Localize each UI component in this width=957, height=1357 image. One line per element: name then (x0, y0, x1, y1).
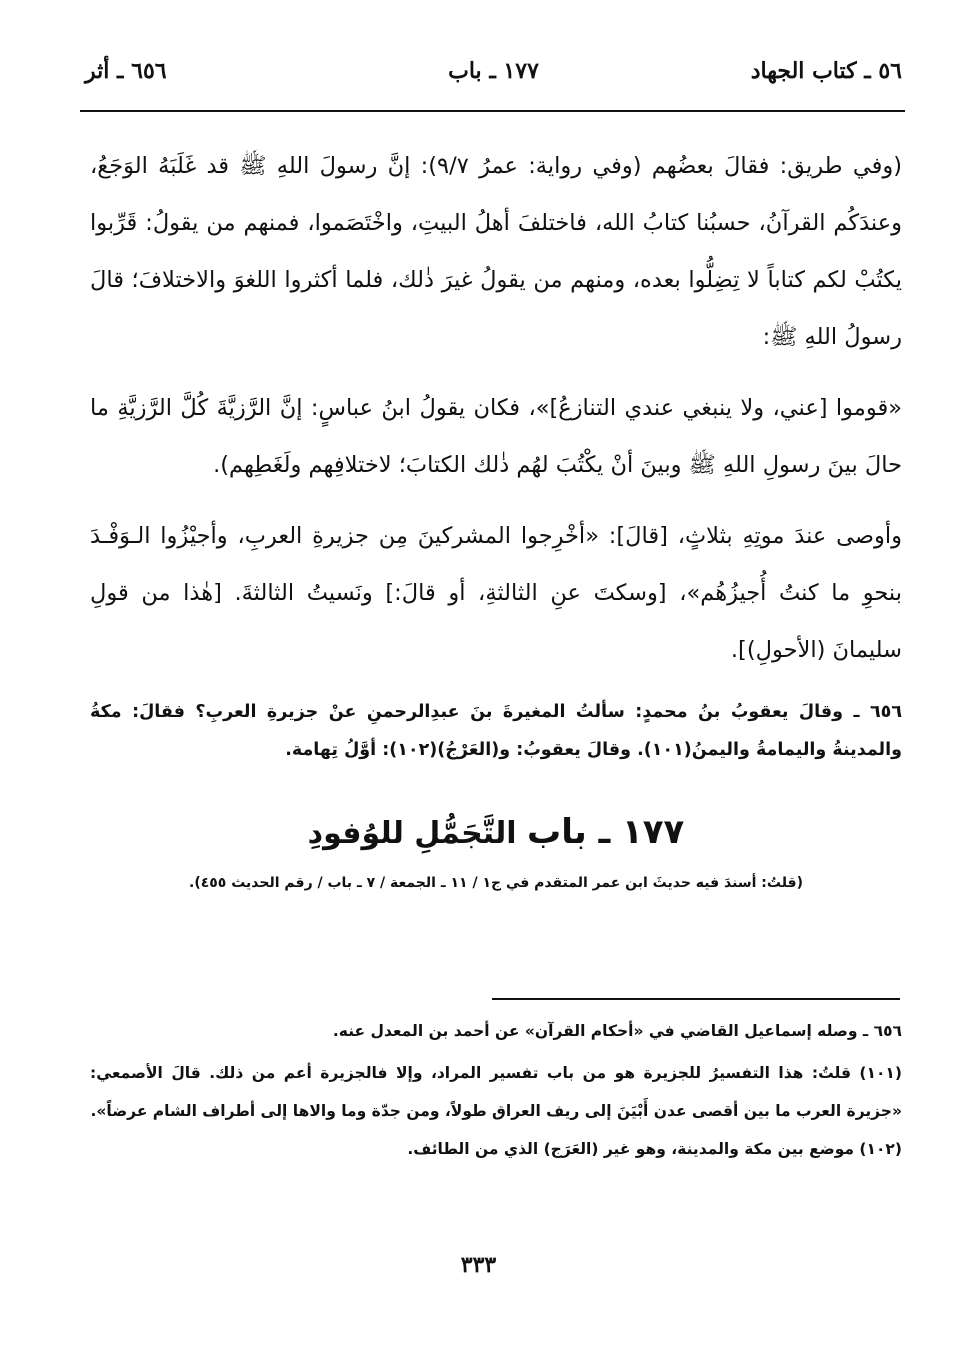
running-header (85, 58, 902, 98)
footnote-rule (492, 998, 900, 1000)
paragraph: «قوموا [عني، ولا ينبغي عندي التنازعُ]»، فكان يقولُ ابنُ عباسٍ: إنَّ الرَّزيَّةَ كُلَّ الرَّزيَّةِ ما حالَ بينَ رسولِ اللهِ ﷺ وبينَ أنْ يكْتُبَ لهُم ذٰلك الكتابَ؛ لاختلافِهم ولَغَطِهم). (90, 395, 902, 478)
chapter-number: ١٧٧ ـ باب (527, 812, 685, 852)
paragraph: وأوصى عندَ موتِهِ بثلاثٍ، [قالَ]: «أخْرِجوا المشركينَ مِن جزيرةِ العربِ، وأجيْزُوا الـوَفْـدَ بنحوِ ما كنتُ أُجيزُهُم»، [وسكتَ عنِ الثالثةِ، أو قالَ:] ونَسيتُ الثالثةَ. [هٰذا من قولِ سليمانَ (الأحولِ)]. (90, 523, 902, 663)
footnotes (90, 1012, 902, 1168)
page-number: ٣٣٣ (460, 1252, 497, 1278)
athar-656-narration: ٦٥٦ ـ وقالَ يعقوبُ بنُ محمدٍ: سألتُ المغيرةَ بنَ عبدِالرحمنِ عنْ جزيرةِ العربِ؟ فقالَ: مكةُ والمدينةُ واليمامةُ واليمنُ(١٠١). وقالَ يعقوبُ: و(العَرْجُ)(١٠٢): أوَّلُ تِهامة. (90, 702, 902, 760)
footnote: (١٠١) قلتُ: هذا التفسيرُ للجزيرة هو من باب تفسير المراد، وإلا فالجزيرة أعم من ذلك. قالَ الأصمعي: «جزيرة العرب ما بين أقصى عدن أَبْيَنَ إلى ريف العراق طولاً، ومن جدّة وما والاها إلى أطراف الشام عرضاً». (90, 1064, 902, 1120)
chapter-title: التَّجَمُّلِ للوُفودِ (307, 816, 517, 851)
footnote: (١٠٢) موضع بين مكة والمدينة، وهو غير (العَرَج) الذي من الطائف. (407, 1140, 902, 1158)
footnote: ٦٥٦ ـ وصله إسماعيل القاضي في «أحكام القرآن» عن أحمد بن المعدل عنه. (332, 1022, 902, 1040)
header-book-title: ٥٦ ـ كتاب الجهاد (750, 58, 902, 84)
main-text (90, 138, 902, 895)
paragraph: (وفي طريق: فقالَ بعضُهم (وفي رواية: عمرُ ٩/٧): إنَّ رسولَ اللهِ ﷺ قد غَلَبَهُ الوَجَعُ، وعندَكُم القرآنُ، حسبُنا كتابُ الله، فاختلفَ أهلُ البيتِ، واخْتَصَموا، فمنهم من يقولُ: قَرِّبوا يكتُبْ لكم كتاباً لا تِضِلُّوا بعده، ومنهم من يقولُ غيرَ ذٰلك، فلما أكثروا اللغوَ والاختلافَ؛ قالَ رسولُ اللهِ ﷺ: (90, 153, 902, 350)
chapter-note: (قلتُ: أسندَ فيه حديثَ ابن عمر المتقدم في ج١ / ١١ ـ الجمعة / ٧ ـ باب / رقم الحديث ٤٥٥). (189, 875, 803, 891)
chapter-heading (90, 807, 902, 859)
header-athar: ٦٥٦ ـ أثر (85, 58, 167, 84)
header-rule (80, 110, 905, 112)
header-chapter: ١٧٧ ـ باب (448, 58, 539, 84)
